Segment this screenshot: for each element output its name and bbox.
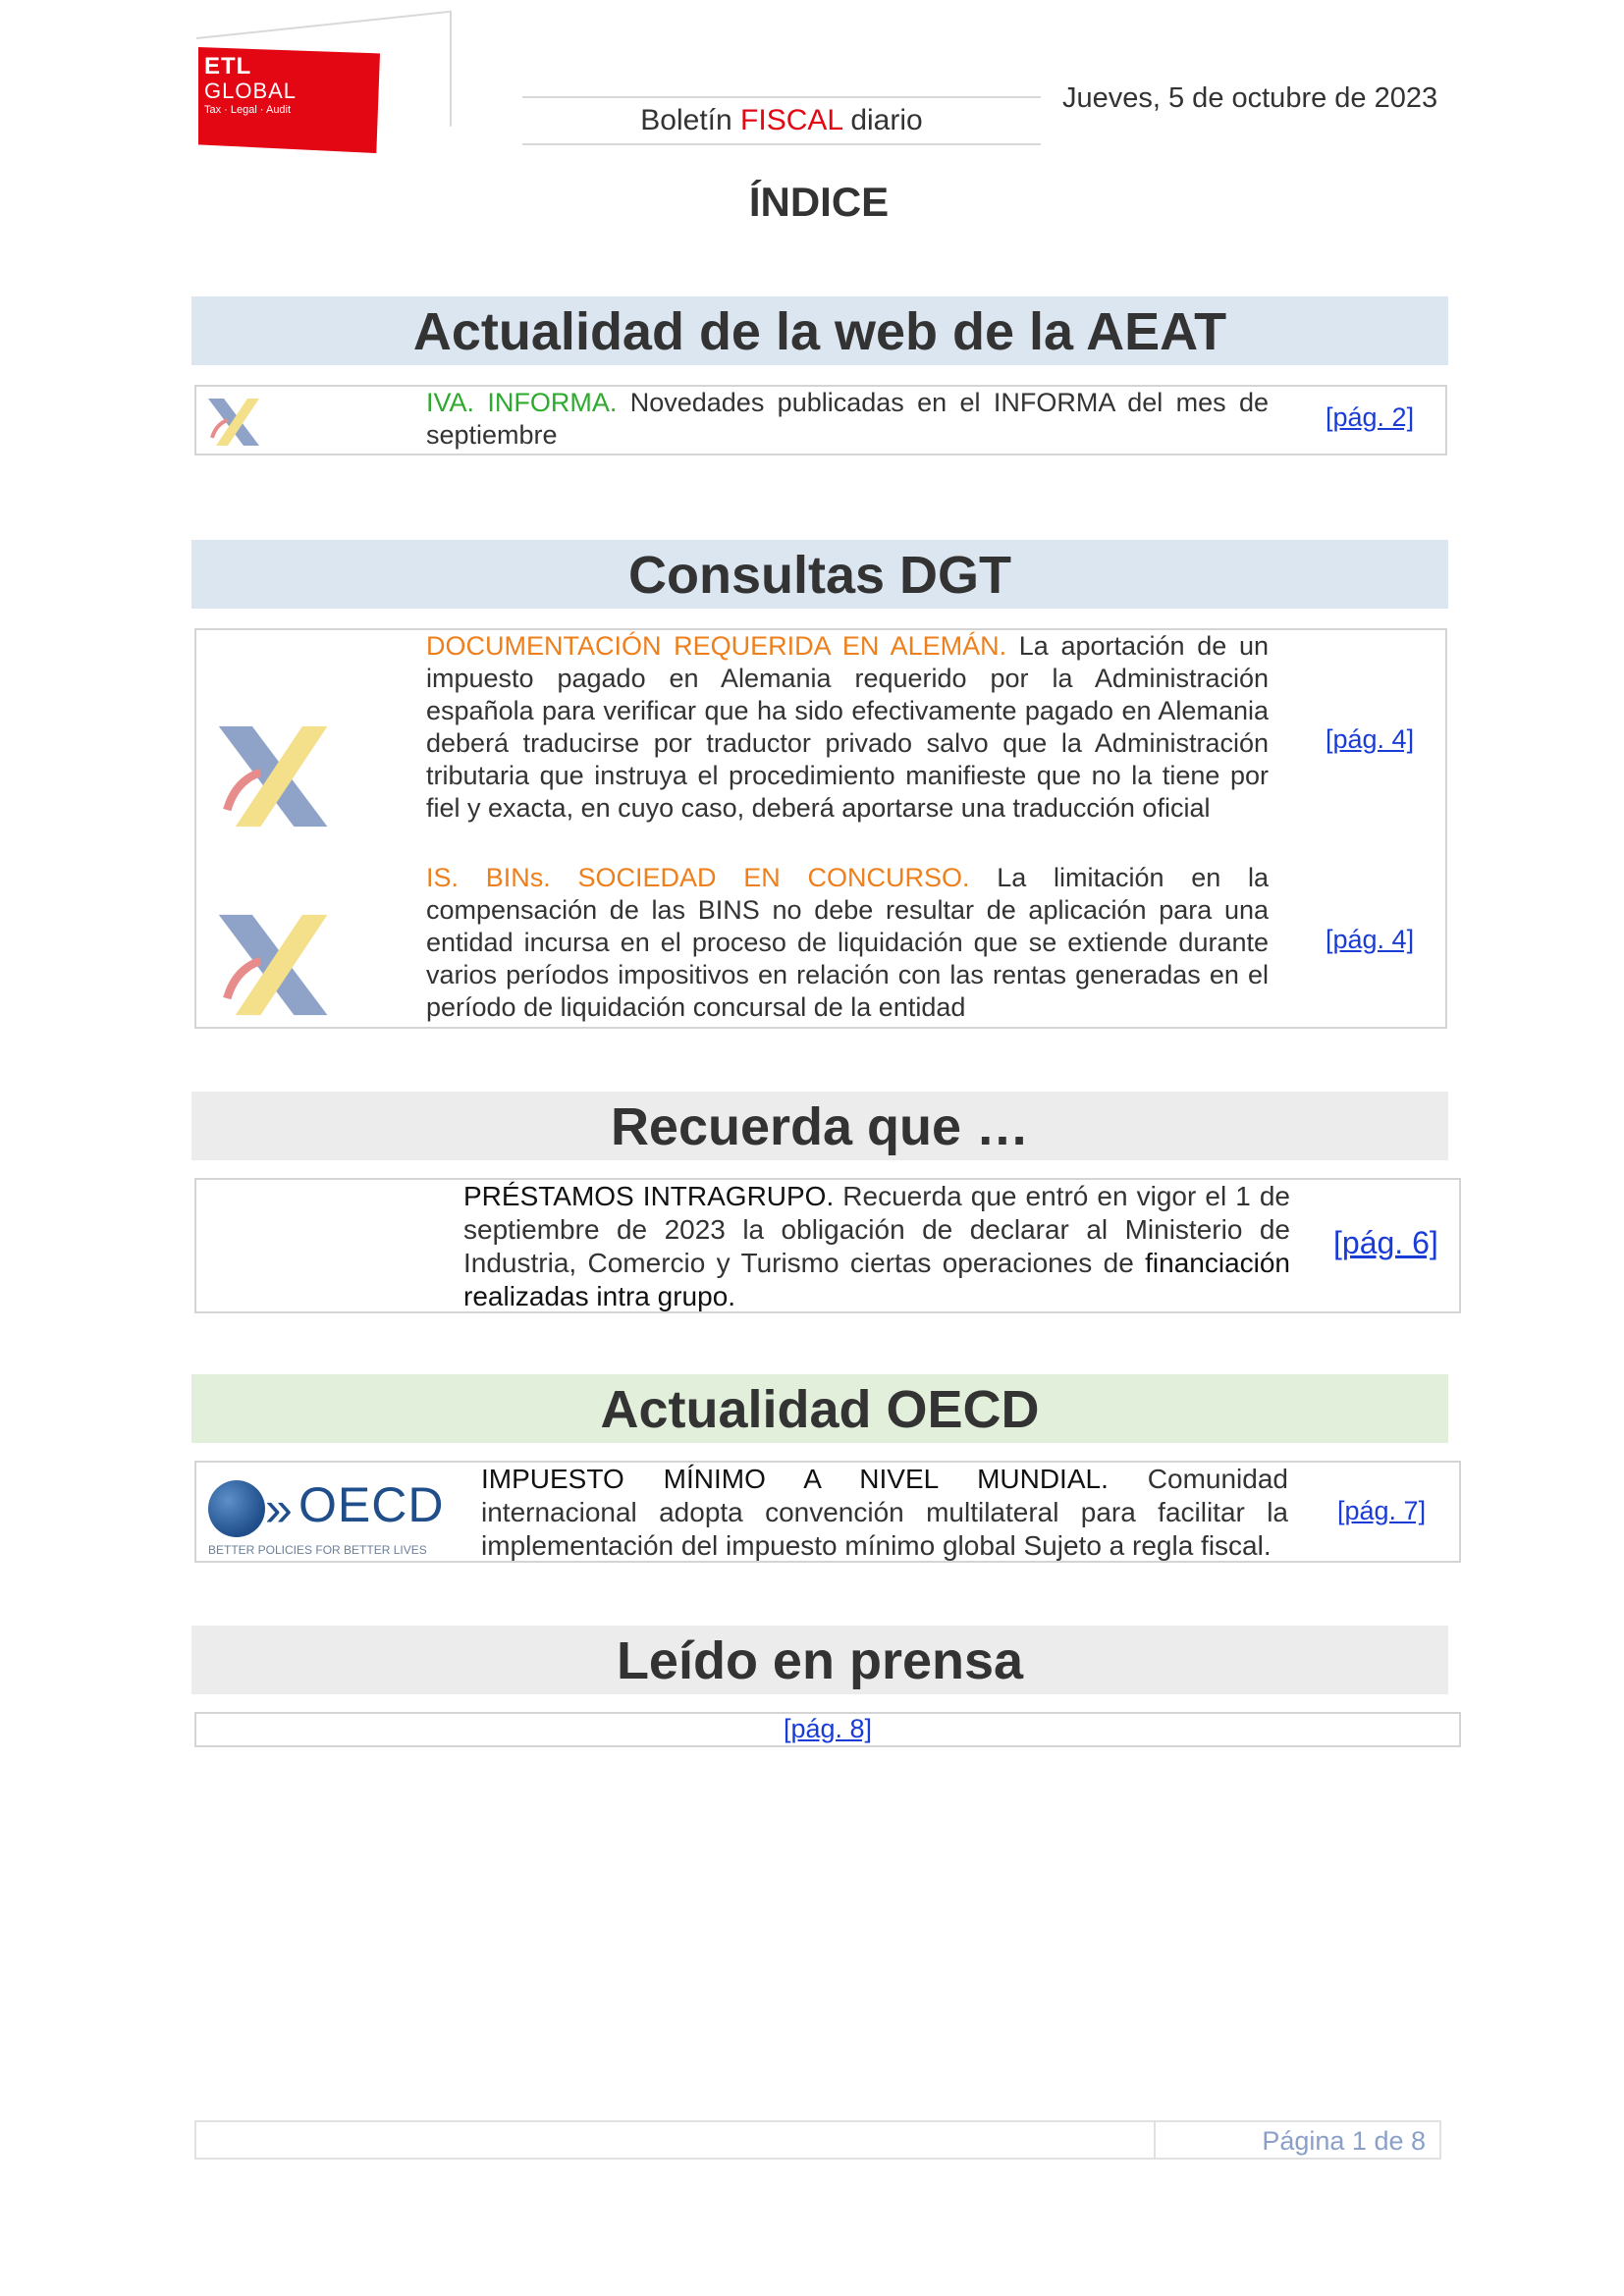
entry-text <box>481 1463 1288 1563</box>
section-title-prensa: Leído en prensa <box>191 1626 1448 1694</box>
entry-lead: DOCUMENTACIÓN REQUERIDA EN ALEMÁN. <box>426 631 1007 661</box>
aeat-logo-icon <box>202 395 263 450</box>
entry-emphasis: financiación realizadas intra grupo. <box>463 1248 1290 1311</box>
aeat-entry-box <box>194 385 1447 455</box>
page-link[interactable]: [pág. 7] <box>1337 1496 1427 1525</box>
aeat-logo-icon <box>206 717 336 836</box>
page-link[interactable]: [pág. 6] <box>1333 1225 1438 1260</box>
oecd-logo-text: OECD <box>298 1477 445 1532</box>
logo-line3: Tax · Legal · Audit <box>204 104 292 116</box>
page-link[interactable]: [pág. 8] <box>783 1714 873 1743</box>
entry-body: Recuerda que entró en vigor el 1 de septiembre de 2023 la obligación de declarar al Ministerio de Industria, Comercio y Turismo ciertas operaciones de <box>463 1181 1290 1278</box>
entry-text <box>426 630 1269 825</box>
logo-line1: ETL <box>204 53 252 80</box>
entry-body: La aportación de un impuesto pagado en Alemania requerido por la Administración española para verificar que ha sido efectivamente pagado en Alemania deberá traducirse por traductor privado salvo que la Administración tributaria que instruya el procedimiento manifieste que no la tiene por fiel y exacta, en cuyo caso, deberá aportarse una traducción oficial <box>426 631 1269 823</box>
entry-lead: IS. BINs. SOCIEDAD EN CONCURSO. <box>426 863 970 892</box>
bulletin-title <box>522 96 1041 145</box>
entry-text <box>426 387 1269 452</box>
entry-body: La limitación en la compensación de las BINS no debe resultar de aplicación para una entidad incursa en el proceso de liquidación que se extiende durante varios períodos impositivos en relación con las rentas generadas en el período de liquidación concursal de la entidad <box>426 863 1269 1022</box>
section-title-recuerda: Recuerda que … <box>191 1092 1448 1160</box>
section-title-aeat: Actualidad de la web de la AEAT <box>191 296 1448 365</box>
page-link[interactable]: [pág. 4] <box>1326 925 1415 954</box>
oecd-globe-icon <box>208 1480 265 1537</box>
entry-lead: IVA. INFORMA. <box>426 388 618 417</box>
entry-text <box>463 1180 1290 1313</box>
entry-body: Comunidad internacional adopta convención multilateral para facilitar la implementación del impuesto mínimo global Sujeto a regla fiscal. <box>481 1464 1288 1561</box>
index-title: ÍNDICE <box>748 179 890 225</box>
page-number: Página 1 de 8 <box>1262 2126 1426 2156</box>
page-link[interactable]: [pág. 4] <box>1326 724 1415 754</box>
footer-divider <box>1154 2122 1156 2158</box>
aeat-logo-icon <box>206 905 336 1025</box>
oecd-chevrons-icon: » <box>265 1481 293 1536</box>
bulletin-prefix: Boletín <box>640 104 732 136</box>
oecd-logo-tagline: BETTER POLICIES FOR BETTER LIVES <box>208 1543 427 1557</box>
entry-body: Novedades publicadas en el INFORMA del mes de septiembre <box>426 388 1270 450</box>
recuerda-entry-box <box>194 1178 1461 1313</box>
prensa-entry-box <box>194 1712 1461 1747</box>
section-title-oecd: Actualidad OECD <box>191 1374 1448 1443</box>
entry-lead: PRÉSTAMOS INTRAGRUPO. <box>463 1181 835 1211</box>
oecd-logo <box>200 1467 445 1561</box>
bulletin-highlight: FISCAL <box>740 104 842 136</box>
oecd-entry-box <box>194 1461 1461 1563</box>
logo-line2: GLOBAL <box>204 79 298 103</box>
page-link[interactable]: [pág. 2] <box>1326 402 1415 432</box>
entry-lead: IMPUESTO MÍNIMO A NIVEL MUNDIAL. <box>481 1464 1109 1494</box>
section-title-dgt: Consultas DGT <box>191 540 1448 609</box>
dgt-entry-box <box>194 628 1447 1029</box>
etl-global-logo <box>194 37 455 157</box>
page-footer <box>194 2120 1441 2160</box>
entry-text <box>426 862 1269 1024</box>
bulletin-suffix: diario <box>850 104 923 136</box>
bulletin-date: Jueves, 5 de octubre de 2023 <box>1062 82 1438 114</box>
